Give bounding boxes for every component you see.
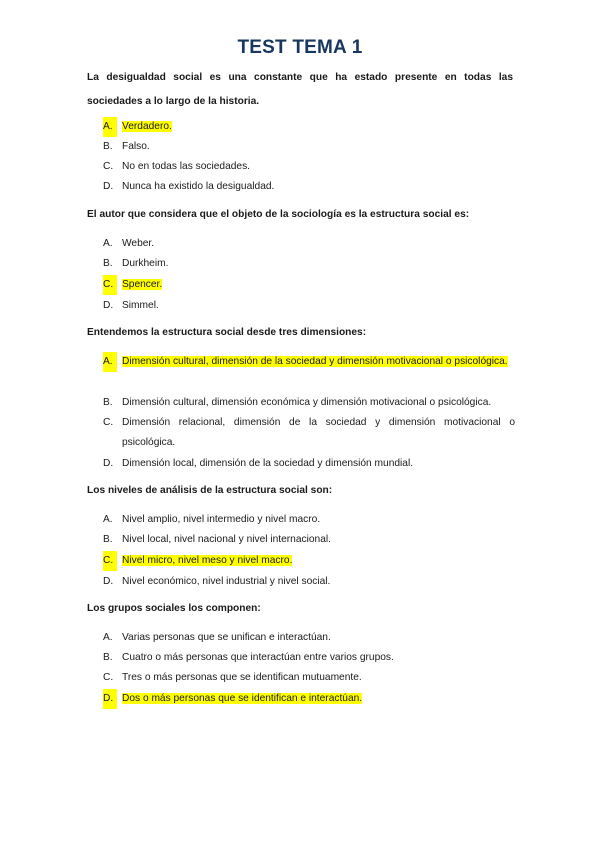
page-title: TEST TEMA 1	[237, 37, 363, 58]
option-text: Dos o más personas que se identifican e interactúan.	[122, 693, 363, 704]
option-text: Falso.	[122, 141, 150, 152]
q3-option-a[interactable]	[103, 352, 515, 372]
option-text: Spencer.	[122, 279, 163, 290]
option-letter: B.	[103, 534, 113, 545]
option-text: Dimensión local, dimensión de la sociedad y dimensión mundial.	[122, 458, 414, 469]
option-text: No en todas las sociedades.	[122, 161, 250, 172]
option-letter: A.	[103, 238, 113, 249]
option-text: Nivel económico, nivel industrial y nivel social.	[122, 576, 331, 587]
q5-option-b[interactable]	[103, 648, 515, 668]
q3-option-d[interactable]	[103, 454, 515, 474]
option-letter: C.	[103, 275, 117, 295]
q4-option-c[interactable]	[103, 551, 515, 571]
option-letter: C.	[103, 161, 114, 172]
option-letter: D.	[103, 576, 114, 587]
option-letter: B.	[103, 258, 113, 269]
option-text: Durkheim.	[122, 258, 169, 269]
question-1: La desigualdad social es una constante que ha estado presente en todas las sociedades a lo largo de la historia.	[87, 72, 513, 107]
question-2: El autor que considera que el objeto de la sociología es la estructura social es:	[87, 209, 470, 220]
option-letter: D.	[103, 689, 117, 709]
option-text: Nunca ha existido la desigualdad.	[122, 181, 275, 192]
option-text: Nivel micro, nivel meso y nivel macro.	[122, 555, 293, 566]
option-letter: A.	[103, 117, 117, 137]
option-letter: A.	[103, 352, 117, 372]
option-letter: B.	[103, 652, 113, 663]
q4-option-d[interactable]	[103, 572, 515, 592]
option-letter: D.	[103, 181, 114, 192]
option-letter: B.	[103, 397, 113, 408]
option-letter: A.	[103, 632, 113, 643]
option-letter: C.	[103, 672, 114, 683]
option-letter: A.	[103, 514, 113, 525]
q4-option-b[interactable]	[103, 530, 515, 550]
q1-option-d[interactable]	[103, 177, 515, 197]
option-letter: C.	[103, 417, 114, 428]
q4-option-a[interactable]	[103, 510, 515, 530]
option-text: Verdadero.	[122, 121, 172, 132]
option-letter: D.	[103, 300, 114, 311]
option-text: Weber.	[122, 238, 155, 249]
option-letter: C.	[103, 551, 117, 571]
q2-option-d[interactable]	[103, 296, 515, 316]
option-text: Dimensión relacional, dimensión de la sociedad y dimensión motivacional o psicológica.	[122, 417, 515, 448]
q5-option-a[interactable]	[103, 628, 515, 648]
option-text: Tres o más personas que se identifican mutuamente.	[122, 672, 362, 683]
q2-option-b[interactable]	[103, 254, 515, 274]
option-text: Dimensión cultural, dimensión de la sociedad y dimensión motivacional o psicológica.	[122, 356, 508, 367]
option-letter: D.	[103, 458, 114, 469]
question-3: Entendemos la estructura social desde tres dimensiones:	[87, 327, 367, 338]
option-text: Dimensión cultural, dimensión económica y dimensión motivacional o psicológica.	[122, 397, 492, 408]
q1-option-b[interactable]	[103, 137, 515, 157]
option-text: Simmel.	[122, 300, 159, 311]
q5-option-c[interactable]	[103, 668, 515, 688]
q3-option-c[interactable]	[103, 413, 515, 453]
q2-option-a[interactable]	[103, 234, 515, 254]
q2-option-c[interactable]	[103, 275, 515, 295]
q1-option-c[interactable]	[103, 157, 515, 177]
option-text: Nivel local, nivel nacional y nivel internacional.	[122, 534, 331, 545]
option-letter: B.	[103, 141, 113, 152]
q3-option-b[interactable]	[103, 393, 515, 413]
question-5: Los grupos sociales los componen:	[87, 603, 261, 614]
q5-option-d[interactable]	[103, 689, 515, 709]
question-4: Los niveles de análisis de la estructura social son:	[87, 485, 333, 496]
option-text: Varias personas que se unifican e interactúan.	[122, 632, 331, 643]
q1-option-a[interactable]	[103, 117, 515, 137]
option-text: Cuatro o más personas que interactúan entre varios grupos.	[122, 652, 394, 663]
option-text: Nivel amplio, nivel intermedio y nivel macro.	[122, 514, 321, 525]
